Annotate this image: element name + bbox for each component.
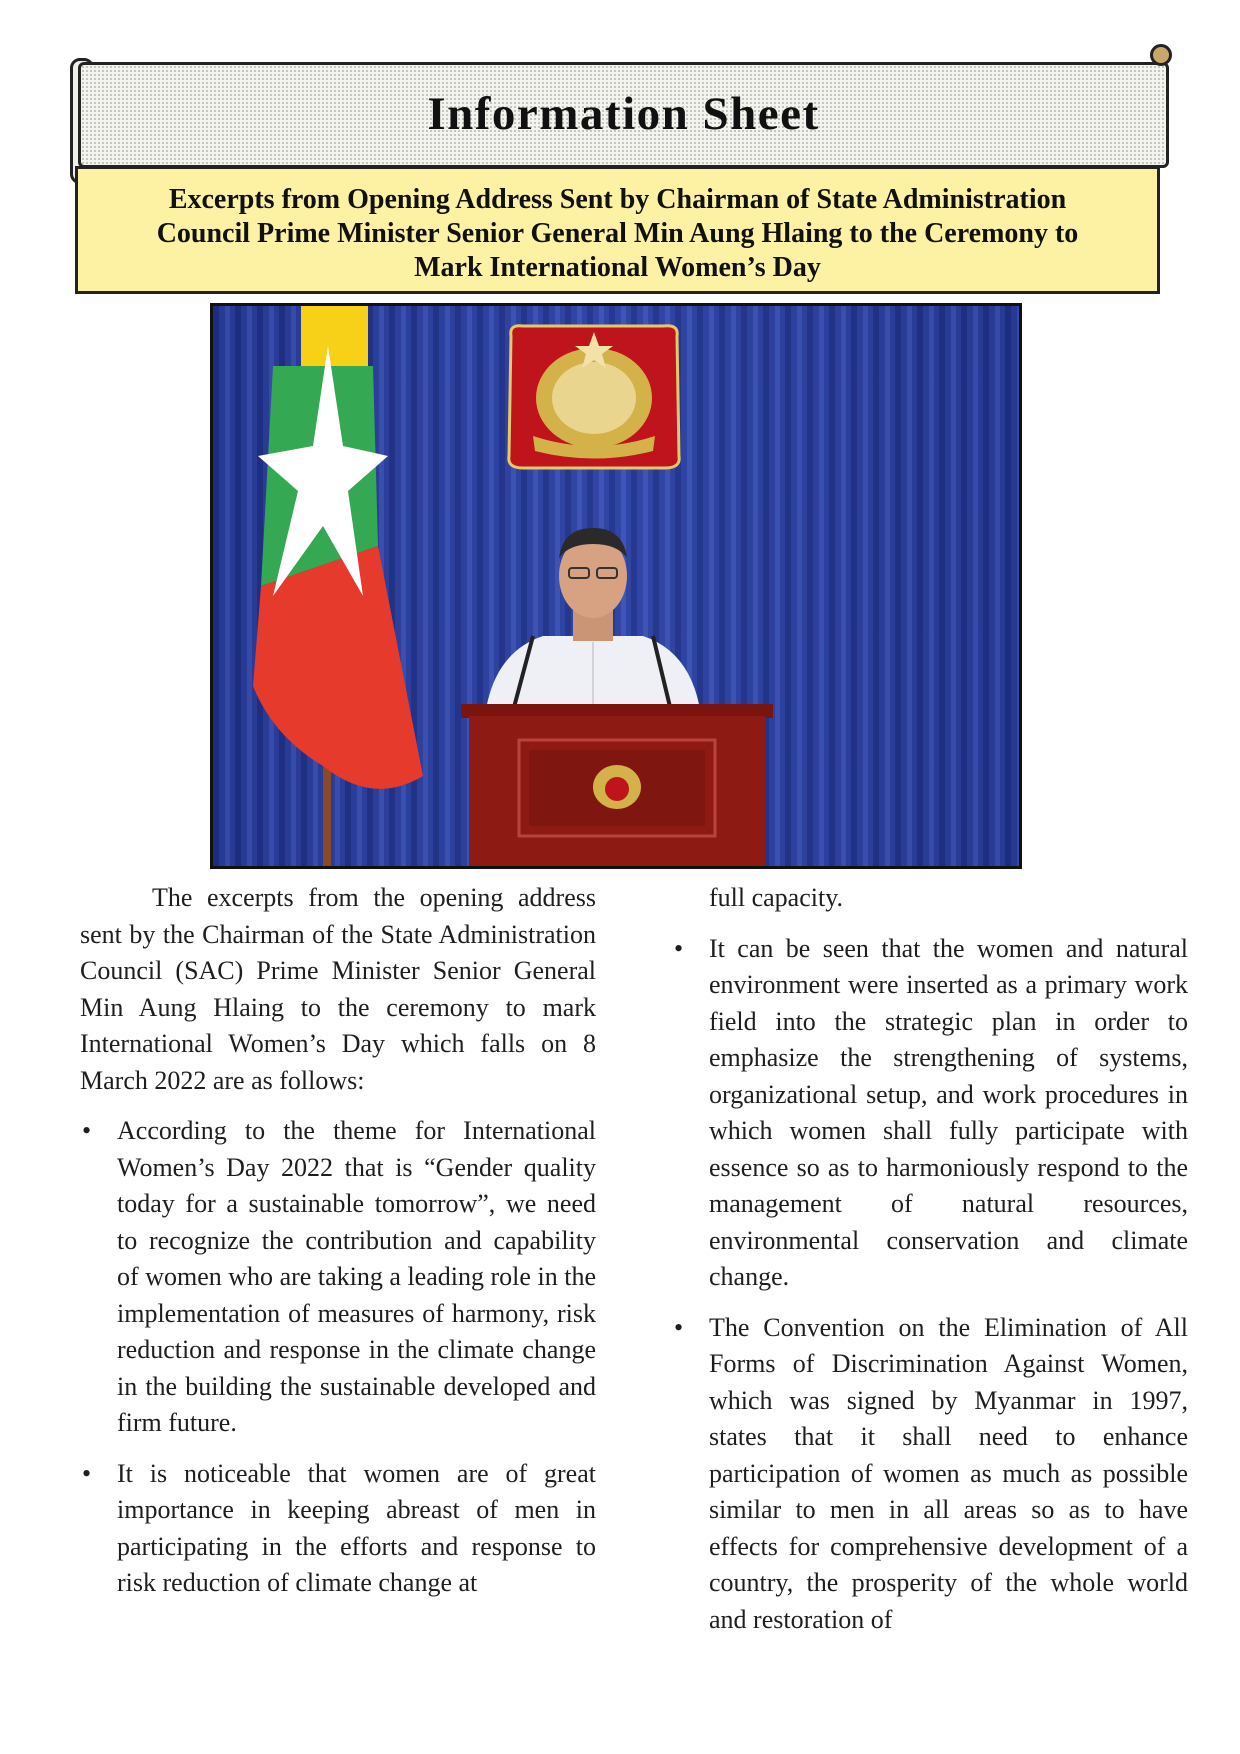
bullet-icon: • bbox=[82, 1116, 92, 1145]
list-item-text: It can be seen that the women and natural environment were inserted as a primary work field into the strategic plan in order to emphasize the strengthening of systems, organizational setup, and work procedures in which women shall fully participate with essence so as to harmoniously respond to the management of natural resources, environmental conservation and climate change. bbox=[709, 933, 1188, 1291]
continued-text: full capacity. bbox=[709, 883, 844, 912]
list-item-text: The Convention on the Elimination of All Forms of Discrimination Against Women, which was signed by Myanmar in 1997, states that it shall need to enhance participation of women as much as possible similar to men in all areas so as to have effects for comprehensive development of a country, the prosperity of the whole world and restoration of bbox=[709, 1312, 1188, 1634]
intro-paragraph: The excerpts from the opening address sent by the Chairman of the State Administration Council (SAC) Prime Minister Senior General Min Aung Hlaing to the ceremony to mark International Women’s Day which falls on 8 March 2022 are as follows: bbox=[80, 883, 596, 1095]
bullet-icon: • bbox=[82, 1458, 92, 1488]
podium bbox=[461, 704, 773, 866]
list-item-text: It is noticeable that women are of great importance in keeping abreast of men in participating in the efforts and response to risk reduction of climate change at bbox=[117, 1458, 596, 1597]
subtitle-line: Mark International Women’s Day bbox=[414, 252, 821, 283]
subtitle-line: Excerpts from Opening Address Sent by Chairman of State Administration bbox=[168, 184, 1067, 215]
page-title: Information Sheet bbox=[427, 88, 820, 140]
left-column bbox=[80, 880, 596, 1616]
scroll-curl-right bbox=[1150, 44, 1172, 66]
list-item-text: According to the theme for International Women’s Day 2022 that is “Gender quality today for a sustainable tomorrow”, we need to recognize the contribution and capability of women who are taking a leading role in the implementation of measures of harmony, risk reduction and response in the climate change in the building the sustainable developed and firm future. bbox=[117, 1116, 596, 1437]
bullet-icon: • bbox=[674, 1312, 684, 1342]
bullet-icon: • bbox=[674, 933, 684, 963]
list-item bbox=[672, 931, 1188, 1296]
subtitle-box bbox=[75, 166, 1160, 294]
subtitle bbox=[88, 183, 1147, 285]
subtitle-line: Council Prime Minister Senior General Min Aung Hlaing to the Ceremony to bbox=[156, 218, 1079, 249]
list-item bbox=[80, 1113, 596, 1442]
list-item bbox=[80, 1456, 596, 1602]
title-banner bbox=[78, 62, 1169, 168]
right-column bbox=[672, 880, 1188, 1652]
photo-illustration bbox=[213, 306, 1019, 866]
list-item bbox=[672, 1310, 1188, 1639]
speaker-photo bbox=[210, 303, 1022, 869]
state-emblem bbox=[509, 326, 679, 468]
